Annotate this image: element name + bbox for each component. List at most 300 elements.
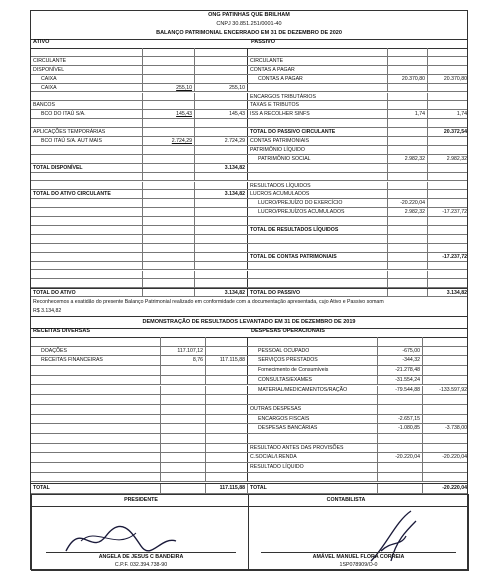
balanco-cell bbox=[31, 271, 143, 279]
dre-cell bbox=[161, 386, 206, 395]
balanco-cell bbox=[195, 182, 248, 190]
balanco-cell bbox=[195, 146, 248, 154]
balanco-row bbox=[31, 57, 467, 66]
dre-cell bbox=[423, 415, 469, 424]
dre-cell bbox=[423, 376, 469, 385]
balanco-cell: LUCRO/PREJUÍZO DO EXERCÍCIO bbox=[248, 199, 388, 207]
balanco-cell bbox=[143, 279, 195, 287]
balanco-cell bbox=[388, 271, 428, 279]
dre-column-headers bbox=[31, 328, 467, 337]
dre-cell bbox=[423, 473, 469, 482]
balanco-cell bbox=[143, 182, 195, 190]
dre-cell bbox=[31, 453, 161, 462]
balanco-cell bbox=[195, 155, 248, 163]
balanco-cell bbox=[388, 146, 428, 154]
dre-cell bbox=[206, 424, 248, 433]
dre-cell: -31.554,24 bbox=[378, 376, 423, 385]
balanco-cell: TOTAL DO ATIVO CIRCULANTE bbox=[31, 190, 143, 198]
dre-cell bbox=[423, 444, 469, 453]
dre-cell bbox=[423, 347, 469, 356]
dre-cell: DOAÇÕES bbox=[31, 347, 161, 356]
balanco-cell bbox=[195, 271, 248, 279]
dre-cell bbox=[378, 444, 423, 453]
balanco-cell: CAIXA bbox=[31, 75, 143, 83]
balanco-cell bbox=[428, 199, 469, 207]
balanco-cell bbox=[428, 57, 469, 65]
dre-cell: Fornecimento de Consumíveis bbox=[248, 366, 378, 375]
balanco-cell bbox=[143, 235, 195, 243]
balanco-cell: 2.724,29 bbox=[195, 137, 248, 145]
balanco-cell bbox=[143, 48, 195, 56]
balanco-cell: 3.134,82 bbox=[195, 289, 248, 296]
balanco-cell bbox=[428, 164, 469, 172]
ativo-heading: ATIVO bbox=[33, 39, 50, 45]
balanco-cell: TOTAL DO PASSIVO CIRCULANTE bbox=[248, 128, 388, 136]
balanco-cell bbox=[388, 253, 428, 261]
balanco-cell: 3.134,82 bbox=[195, 190, 248, 198]
balanco-cell bbox=[143, 244, 195, 252]
dre-row bbox=[31, 356, 467, 366]
balanco-cell: TAXAS E TRIBUTOS bbox=[248, 101, 388, 109]
dre-cell bbox=[161, 434, 206, 443]
dre-cell bbox=[206, 337, 248, 346]
balanco-cell bbox=[31, 146, 143, 154]
balanco-cell bbox=[31, 262, 143, 270]
balanco-cell bbox=[428, 173, 469, 181]
dre-row bbox=[31, 453, 467, 463]
balanco-cell: BANCOS bbox=[31, 101, 143, 109]
balanco-cell bbox=[388, 190, 428, 198]
dre-cell bbox=[206, 434, 248, 443]
dre-cell bbox=[31, 386, 161, 395]
balanco-row bbox=[31, 66, 467, 75]
balanco-cell bbox=[195, 226, 248, 234]
balanco-cell bbox=[388, 119, 428, 127]
dre-cell: -21.278,48 bbox=[378, 366, 423, 375]
balanco-cell: 20.370,80 bbox=[388, 75, 428, 83]
balanco-cell bbox=[195, 101, 248, 109]
balanco-cell: APLICAÇÕES TEMPORÁRIAS bbox=[31, 128, 143, 136]
balanco-cell bbox=[143, 101, 195, 109]
balanco-cell bbox=[248, 84, 388, 92]
balanco-cell bbox=[195, 93, 248, 101]
dre-cell bbox=[206, 444, 248, 453]
balanco-cell: 3.134,82 bbox=[446, 290, 467, 297]
dre-cell bbox=[206, 453, 248, 462]
dre-cell bbox=[31, 337, 161, 346]
dre-cell: ENCARGOS FISCAIS bbox=[248, 415, 378, 424]
balanco-cell: TOTAL DISPONÍVEL bbox=[31, 164, 143, 172]
balanco-cell bbox=[195, 262, 248, 270]
balanco-cell: RESULTADOS LÍQUIDOS bbox=[248, 182, 388, 190]
balanco-cell bbox=[31, 279, 143, 287]
balanco-cell: TOTAL DE CONTAS PATRIMONIAIS bbox=[248, 253, 388, 261]
balanco-cell bbox=[195, 66, 248, 74]
dre-cell bbox=[206, 347, 248, 356]
balanco-cell bbox=[428, 279, 469, 287]
balanco-cell: CONTAS PATRIMONIAIS bbox=[248, 137, 388, 145]
balanco-row bbox=[31, 288, 467, 297]
balanco-cell bbox=[31, 93, 143, 101]
balanco-row bbox=[31, 253, 467, 262]
balanco-cell bbox=[31, 155, 143, 163]
balanco-cell bbox=[428, 84, 469, 92]
balanco-cell: ENCARGOS TRIBUTÁRIOS bbox=[248, 93, 388, 101]
balanco-cell bbox=[388, 235, 428, 243]
balanco-cell bbox=[428, 146, 469, 154]
balanco-cell: BCO ITAÚ S/A. AUT MAIS bbox=[31, 137, 143, 145]
dre-cell bbox=[423, 337, 469, 346]
dre-cell: 117.107,12 bbox=[161, 347, 206, 356]
balanco-cell bbox=[428, 235, 469, 243]
note-text: Reconhecemos a exatidão do presente Balanço Patrimonial realizado em conformidade com a documentação apresentada, cujo Ativo e Passivo somam bbox=[33, 299, 384, 305]
balanco-cell: CAIXA bbox=[31, 84, 143, 92]
balanco-cell bbox=[195, 75, 248, 83]
dre-row bbox=[31, 337, 467, 347]
dre-cell bbox=[423, 434, 469, 443]
dre-cell bbox=[206, 405, 248, 414]
balanco-cell: BCO DO ITAÚ S/A. bbox=[31, 110, 143, 118]
dre-cell bbox=[161, 444, 206, 453]
balanco-cell bbox=[248, 217, 388, 225]
dre-cell bbox=[206, 473, 248, 482]
balanco-row bbox=[31, 101, 467, 110]
dre-cell: DESPESAS BANCÁRIAS bbox=[248, 424, 378, 433]
balanco-cell: ISS A RECOLHER SINFS bbox=[248, 110, 388, 118]
balanco-cell bbox=[195, 199, 248, 207]
dre-cell: -344,32 bbox=[378, 356, 423, 365]
dre-cell bbox=[161, 395, 206, 404]
balanco-cell: CONTAS A PAGAR bbox=[248, 75, 388, 83]
balanco-cell: TOTAL DO ATIVO bbox=[31, 289, 143, 296]
dre-cell bbox=[31, 415, 161, 424]
balanco-cell: 255,10 bbox=[195, 84, 248, 92]
dre-total-row bbox=[31, 483, 467, 494]
balance-note bbox=[33, 298, 463, 315]
balanco-cell bbox=[143, 271, 195, 279]
contabilista-name: AMÁVEL MANUEL FLORA CORREIA bbox=[312, 554, 405, 560]
balanco-row bbox=[31, 217, 467, 226]
presidente-cpf: C.P.F. 032.394.738-90 bbox=[114, 562, 168, 568]
balanco-cell: 2.982,32 bbox=[388, 208, 428, 216]
dre-row bbox=[31, 366, 467, 376]
balanco-cell bbox=[388, 66, 428, 74]
balanco-cell: 20.370,80 bbox=[443, 75, 467, 82]
dre-cell bbox=[31, 463, 161, 472]
dre-cell bbox=[423, 356, 469, 365]
note-value: R$ 3.134,82 bbox=[33, 307, 62, 314]
dre-cell bbox=[31, 405, 161, 414]
total-right-value: -20.220,04 bbox=[442, 485, 467, 491]
balanco-cell bbox=[428, 190, 469, 198]
balanco-cell bbox=[195, 208, 248, 216]
dre-cell bbox=[161, 415, 206, 424]
balanco-cell bbox=[248, 244, 388, 252]
balanco-cell bbox=[388, 289, 428, 296]
balanco-cell bbox=[248, 235, 388, 243]
balanco-row bbox=[31, 128, 467, 137]
dre-cell bbox=[378, 337, 423, 346]
balanco-row bbox=[31, 271, 467, 280]
balanco-cell bbox=[428, 119, 469, 127]
dre-cell bbox=[206, 366, 248, 375]
balanco-row bbox=[31, 208, 467, 217]
dre-row bbox=[31, 347, 467, 357]
balanco-cell bbox=[248, 164, 388, 172]
balanco-cell bbox=[388, 217, 428, 225]
balanco-cell bbox=[428, 262, 469, 270]
balanco-row bbox=[31, 226, 467, 235]
balanco-row bbox=[31, 155, 467, 164]
balanco-cell: -17.237,72 bbox=[442, 209, 467, 216]
balanco-cell: TOTAL DO PASSIVO bbox=[248, 289, 388, 296]
balanco-cell bbox=[143, 128, 195, 136]
balanco-cell bbox=[388, 48, 428, 56]
dre-title: DEMONSTRAÇÃO DE RESULTADOS LEVANTADO EM 31 DE DEZEMBRO DE 2019 bbox=[142, 319, 356, 325]
balanco-cell bbox=[388, 182, 428, 190]
dre-cell: CONSULTAS/EXAMES bbox=[248, 376, 378, 385]
balanco-cell bbox=[388, 84, 428, 92]
balanco-cell bbox=[428, 66, 469, 74]
balanco-cell bbox=[388, 128, 428, 136]
dre-cell bbox=[31, 366, 161, 375]
balanco-row bbox=[31, 173, 467, 182]
balanco-cell bbox=[143, 190, 195, 198]
dre-cell bbox=[31, 376, 161, 385]
dre-cell bbox=[206, 395, 248, 404]
balanco-cell bbox=[143, 289, 195, 296]
dre-cell bbox=[423, 395, 469, 404]
dre-cell: -20.220,04 bbox=[442, 454, 467, 461]
dre-cell: -1.080,85 bbox=[378, 424, 423, 433]
balanco-cell bbox=[195, 48, 248, 56]
balanco-cell bbox=[428, 271, 469, 279]
dre-cell bbox=[31, 424, 161, 433]
presidente-role: PRESIDENTE bbox=[124, 497, 158, 503]
balanco-cell bbox=[248, 279, 388, 287]
balanco-cell bbox=[388, 101, 428, 109]
balanco-cell bbox=[31, 119, 143, 127]
balanco-cell bbox=[428, 48, 469, 56]
total-right-label: TOTAL bbox=[248, 484, 378, 493]
balanco-cell bbox=[143, 226, 195, 234]
balanco-cell bbox=[388, 137, 428, 145]
balanco-cell bbox=[143, 199, 195, 207]
dre-cell: RESULTADO ANTES DAS PROVISÕES bbox=[248, 444, 378, 453]
dre-cell: MATERIAL/MEDICAMENTOS/RAÇÃO bbox=[248, 386, 378, 395]
dre-cell bbox=[161, 405, 206, 414]
dre-cell bbox=[378, 463, 423, 472]
dre-cell: 8,76 bbox=[161, 356, 206, 365]
balanco-cell bbox=[248, 48, 388, 56]
dre-cell bbox=[31, 444, 161, 453]
balanco-cell bbox=[388, 244, 428, 252]
balanco-column-headers bbox=[31, 39, 467, 48]
dre-cell bbox=[206, 376, 248, 385]
dre-cell bbox=[161, 473, 206, 482]
balanco-cell bbox=[428, 217, 469, 225]
balanco-cell bbox=[428, 226, 469, 234]
dre-row bbox=[31, 405, 467, 415]
balanco-cell bbox=[388, 226, 428, 234]
dre-cell bbox=[206, 463, 248, 472]
balanco-cell bbox=[31, 199, 143, 207]
dre-cell bbox=[248, 337, 378, 346]
balanco-title: BALANÇO PATRIMONIAL ENCERRADO EM 31 DE DEZEMBRO DE 2020 bbox=[156, 30, 342, 36]
dre-cell: -20.220,04 bbox=[378, 453, 423, 462]
balanco-cell: 145,43 bbox=[143, 110, 195, 118]
balanco-cell bbox=[248, 119, 388, 127]
dre-row bbox=[31, 376, 467, 386]
dre-cell bbox=[423, 366, 469, 375]
dre-row bbox=[31, 463, 467, 473]
balanco-row bbox=[31, 119, 467, 128]
balanco-cell bbox=[31, 182, 143, 190]
balanco-cell: CIRCULANTE bbox=[31, 57, 143, 65]
balanco-cell bbox=[143, 146, 195, 154]
balanco-cell bbox=[31, 173, 143, 181]
balanco-cell bbox=[195, 173, 248, 181]
dre-row bbox=[31, 434, 467, 444]
dre-cell: OUTRAS DESPESAS bbox=[248, 405, 378, 414]
balanco-cell: PATRIMÔNIO SOCIAL bbox=[248, 155, 388, 163]
balanco-cell bbox=[143, 66, 195, 74]
balanco-row bbox=[31, 182, 467, 191]
document-sheet bbox=[30, 10, 468, 570]
balanco-cell: TOTAL DE RESULTADOS LÍQUIDOS bbox=[248, 226, 388, 234]
balanco-cell bbox=[248, 173, 388, 181]
balanco-row bbox=[31, 75, 467, 84]
balanco-cell: PATRIMÔNIO LÍQUIDO bbox=[248, 146, 388, 154]
total-left-value: 117.115,88 bbox=[206, 484, 248, 493]
total-left-label: TOTAL bbox=[31, 484, 161, 493]
dre-cell bbox=[206, 415, 248, 424]
dre-row bbox=[31, 444, 467, 454]
cnpj: CNPJ 30.851.251/0001-40 bbox=[216, 21, 282, 27]
presidente-name: ANGELA DE JESUS C BANDEIRA bbox=[98, 554, 184, 560]
balanco-cell bbox=[195, 119, 248, 127]
balanco-cell bbox=[31, 244, 143, 252]
dre-cell: -2.657,15 bbox=[378, 415, 423, 424]
dre-cell: 117.115,88 bbox=[206, 356, 248, 365]
balanco-cell bbox=[143, 217, 195, 225]
dre-row bbox=[31, 424, 467, 434]
dre-row bbox=[31, 415, 467, 425]
balanco-cell: 1,74 bbox=[456, 111, 467, 118]
dre-row bbox=[31, 386, 467, 396]
balanco-cell: -17.237,72 bbox=[442, 253, 467, 260]
contabilista-crc: 1SP078909/O-0 bbox=[339, 562, 378, 568]
balanco-cell: CONTAS A PAGAR bbox=[248, 66, 388, 74]
balanco-cell bbox=[31, 48, 143, 56]
dre-cell bbox=[161, 453, 206, 462]
balanco-cell bbox=[195, 253, 248, 261]
balanco-cell bbox=[143, 208, 195, 216]
balanco-row bbox=[31, 244, 467, 253]
balanco-cell bbox=[388, 173, 428, 181]
dre-cell bbox=[161, 366, 206, 375]
balanco-cell: DISPONÍVEL bbox=[31, 66, 143, 74]
dre-cell bbox=[423, 405, 469, 414]
balanco-row bbox=[31, 164, 467, 173]
balanco-cell bbox=[195, 279, 248, 287]
balanco-cell bbox=[195, 235, 248, 243]
balanco-row bbox=[31, 93, 467, 102]
balanco-cell bbox=[31, 235, 143, 243]
balanco-cell bbox=[195, 244, 248, 252]
balanco-cell bbox=[143, 93, 195, 101]
contabilista-role: CONTABILISTA bbox=[326, 497, 366, 503]
balanco-cell bbox=[428, 244, 469, 252]
balanco-cell: LUCROS ACUMULADOS bbox=[248, 190, 388, 198]
balanco-cell bbox=[31, 253, 143, 261]
balanco-cell bbox=[31, 208, 143, 216]
balanco-cell bbox=[143, 57, 195, 65]
dre-cell bbox=[31, 434, 161, 443]
dre-cell: -3.738,00 bbox=[445, 425, 467, 432]
dre-cell bbox=[161, 463, 206, 472]
dre-cell: SERVIÇOS PRESTADOS bbox=[248, 356, 378, 365]
balanco-cell: 2.982,32 bbox=[446, 155, 467, 162]
dre-cell bbox=[161, 376, 206, 385]
org-name: ONG PATINHAS QUE BRILHAM bbox=[208, 12, 290, 18]
dre-cell bbox=[248, 434, 378, 443]
balanco-cell bbox=[195, 57, 248, 65]
dre-cell: RESULTADO LÍQUIDO bbox=[248, 463, 378, 472]
balanco-cell bbox=[195, 217, 248, 225]
dre-cell bbox=[378, 434, 423, 443]
dre-row bbox=[31, 473, 467, 483]
balanco-cell bbox=[31, 217, 143, 225]
dre-cell bbox=[378, 395, 423, 404]
passivo-heading: PASSIVO bbox=[251, 39, 276, 45]
balanco-row bbox=[31, 146, 467, 155]
balanco-cell bbox=[143, 164, 195, 172]
balanco-row bbox=[31, 279, 467, 288]
balanco-cell bbox=[388, 279, 428, 287]
balanco-cell bbox=[428, 93, 469, 101]
dre-cell bbox=[378, 405, 423, 414]
dre-cell: -79.544,88 bbox=[378, 386, 423, 395]
balanco-row bbox=[31, 137, 467, 146]
balanco-cell bbox=[143, 119, 195, 127]
dre-cell bbox=[378, 473, 423, 482]
receitas-heading: RECEITAS DIVERSAS bbox=[33, 328, 91, 334]
balanco-cell: 145,43 bbox=[195, 110, 248, 118]
balanco-cell bbox=[31, 226, 143, 234]
dre-cell bbox=[248, 473, 378, 482]
balanco-cell bbox=[143, 253, 195, 261]
balanco-cell: 2.982,32 bbox=[388, 155, 428, 163]
balanco-cell: 2.724,29 bbox=[143, 137, 195, 145]
balanco-cell bbox=[195, 128, 248, 136]
balanco-cell bbox=[388, 262, 428, 270]
balanco-cell bbox=[428, 137, 469, 145]
balanco-cell bbox=[143, 262, 195, 270]
balanco-row bbox=[31, 190, 467, 199]
balanco-cell bbox=[428, 101, 469, 109]
balanco-cell bbox=[248, 262, 388, 270]
dre-cell: PESSOAL OCUPADO bbox=[248, 347, 378, 356]
balanco-cell: CIRCULANTE bbox=[248, 57, 388, 65]
dre-row bbox=[31, 395, 467, 405]
dre-cell bbox=[423, 463, 469, 472]
balanco-row bbox=[31, 48, 467, 57]
dre-cell bbox=[161, 337, 206, 346]
balanco-cell: -20.220,04 bbox=[388, 199, 428, 207]
balanco-row bbox=[31, 235, 467, 244]
dre-cell bbox=[248, 395, 378, 404]
